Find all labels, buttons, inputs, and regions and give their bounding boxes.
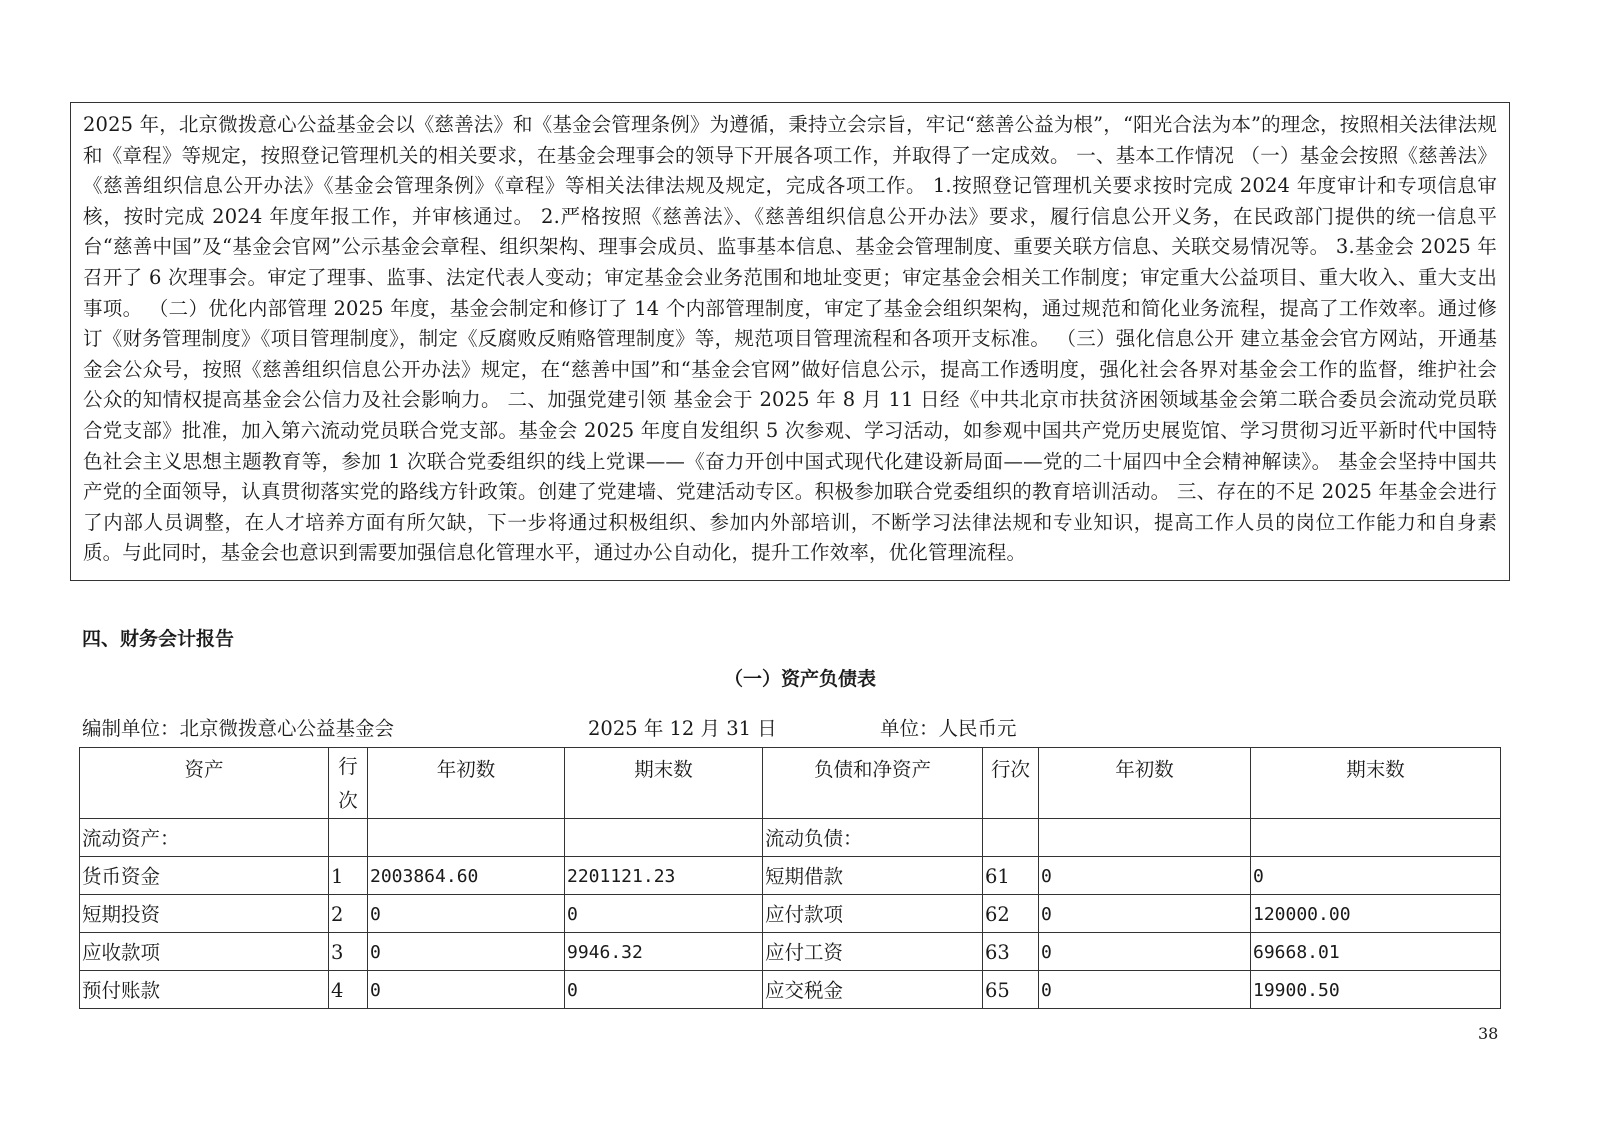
work-summary-box [70, 102, 1510, 581]
header-row-no-line1: 行 [338, 755, 358, 778]
liability-row-no: 65 [983, 971, 1039, 1009]
currency-unit: 单位：人民币元 [880, 717, 1017, 740]
table-row [80, 819, 1501, 857]
header-end: 期末数 [565, 748, 763, 819]
liability-name: 流动负债： [763, 819, 983, 857]
header-assets: 资产 [80, 748, 329, 819]
header-end-2: 期末数 [1251, 748, 1501, 819]
liability-name: 应付款项 [763, 895, 983, 933]
balance-sheet-table [79, 747, 1501, 1009]
asset-name: 流动资产： [80, 819, 329, 857]
asset-begin-value: 0 [368, 895, 565, 933]
liability-end-value: 120000.00 [1251, 895, 1501, 933]
liability-row-no [983, 819, 1039, 857]
header-row-no-2: 行次 [983, 748, 1039, 819]
liability-row-no: 62 [983, 895, 1039, 933]
liability-row-no: 63 [983, 933, 1039, 971]
liability-end-value: 69668.01 [1251, 933, 1501, 971]
header-begin-2: 年初数 [1039, 748, 1251, 819]
table-row [80, 933, 1501, 971]
header-begin: 年初数 [368, 748, 565, 819]
asset-name: 应收款项 [80, 933, 329, 971]
asset-row-no: 4 [329, 971, 368, 1009]
asset-begin-value: 0 [368, 971, 565, 1009]
asset-name: 预付账款 [80, 971, 329, 1009]
liability-begin-value [1039, 819, 1251, 857]
liability-begin-value: 0 [1039, 971, 1251, 1009]
header-row-no-line2: 次 [338, 789, 358, 812]
asset-end-value: 0 [565, 971, 763, 1009]
table-row [80, 971, 1501, 1009]
header-liabilities: 负债和净资产 [763, 748, 983, 819]
asset-row-no: 3 [329, 933, 368, 971]
liability-name: 应交税金 [763, 971, 983, 1009]
asset-end-value: 9946.32 [565, 933, 763, 971]
asset-begin-value: 0 [368, 933, 565, 971]
header-row-no [329, 748, 368, 819]
asset-end-value: 0 [565, 895, 763, 933]
compiling-unit: 编制单位：北京微拨意心公益基金会 [82, 717, 395, 740]
table-header-row [80, 748, 1501, 819]
table-row [80, 857, 1501, 895]
liability-name: 短期借款 [763, 857, 983, 895]
asset-end-value: 2201121.23 [565, 857, 763, 895]
liability-end-value [1251, 819, 1501, 857]
asset-row-no [329, 819, 368, 857]
table-title: （一）资产负债表 [723, 668, 876, 690]
page-number: 38 [1478, 1024, 1499, 1043]
liability-name: 应付工资 [763, 933, 983, 971]
asset-row-no: 2 [329, 895, 368, 933]
asset-end-value [565, 819, 763, 857]
liability-begin-value: 0 [1039, 933, 1251, 971]
asset-begin-value [368, 819, 565, 857]
liability-begin-value: 0 [1039, 895, 1251, 933]
asset-begin-value: 2003864.60 [368, 857, 565, 895]
section-title: 四、财务会计报告 [82, 628, 235, 650]
table-row [80, 895, 1501, 933]
report-date: 2025 年 12 月 31 日 [588, 717, 777, 740]
liability-end-value: 19900.50 [1251, 971, 1501, 1009]
liability-end-value: 0 [1251, 857, 1501, 895]
asset-name: 短期投资 [80, 895, 329, 933]
asset-name: 货币资金 [80, 857, 329, 895]
liability-begin-value: 0 [1039, 857, 1251, 895]
liability-row-no: 61 [983, 857, 1039, 895]
work-summary-paragraph: 2025 年，北京微拨意心公益基金会以《慈善法》和《基金会管理条例》为遵循，秉持立会宗旨，牢记“慈善公益为根”，“阳光合法为本”的理念，按照相关法律法规和《章程》等规定，按照登记管理机关的相关要求，在基金会理事会的领导下开展各项工作，并取得了一定成效。 一、基本工作情况 （一）基金会按照《慈善法》《慈善组织信息公开办法》《基金会管理条例》《章程》等相关法律法规及规定，完成各项工作。 1.按照登记管理机关要求按时完成 2024 年度审计和专项信息审核，按时完成 2024 年度年报工作，并审核通过。 2.严格按照《慈善法》、《慈善组织信息公开办法》要求，履行信息公开义务，在民政部门提供的统一信息平台“慈善中国”及“基金会官网”公示基金会章程、组织架构、理事会成员、监事基本信息、基金会管理制度、重要关联方信息、关联交易情况等。 3.基金会 2025 年召开了 6 次理事会。审定了理事、监事、法定代表人变动；审定基金会业务范围和地址变更；审定基金会相关工作制度；审定重大公益项目、重大收入、重大支出事项。 （二）优化内部管理 2025 年度，基金会制定和修订了 14 个内部管理制度，审定了基金会组织架构，通过规范和简化业务流程，提高了工作效率。通过修订《财务管理制度》《项目管理制度》，制定《反腐败反贿赂管理制度》等，规范项目管理流程和各项开支标准。 （三）强化信息公开 建立基金会官方网站，开通基金会公众号，按照《慈善组织信息公开办法》规定，在“慈善中国”和“基金会官网”做好信息公示，提高工作透明度，强化社会各界对基金会工作的监督，维护社会公众的知情权提高基金会公信力及社会影响力。 二、加强党建引领 基金会于 2025 年 8 月 11 日经《中共北京市扶贫济困领域基金会第二联合委员会流动党员联合党支部》批准，加入第六流动党员联合党支部。基金会 2025 年度自发组织 5 次参观、学习活动，如参观中国共产党历史展览馆、学习贯彻习近平新时代中国特色社会主义思想主题教育等，参加 1 次联合党委组织的线上党课——《奋力开创中国式现代化建设新局面——党的二十届四中全会精神解读》。 基金会坚持中国共产党的全面领导，认真贯彻落实党的路线方针政策。创建了党建墙、党建活动专区。积极参加联合党委组织的教育培训活动。 三、存在的不足 2025 年基金会进行了内部人员调整，在人才培养方面有所欠缺，下一步将通过积极组织、参加内外部培训，不断学习法律法规和专业知识，提高工作人员的岗位工作能力和自身素质。与此同时，基金会也意识到需要加强信息化管理水平，通过办公自动化，提升工作效率，优化管理流程。 [83, 113, 1497, 565]
asset-row-no: 1 [329, 857, 368, 895]
